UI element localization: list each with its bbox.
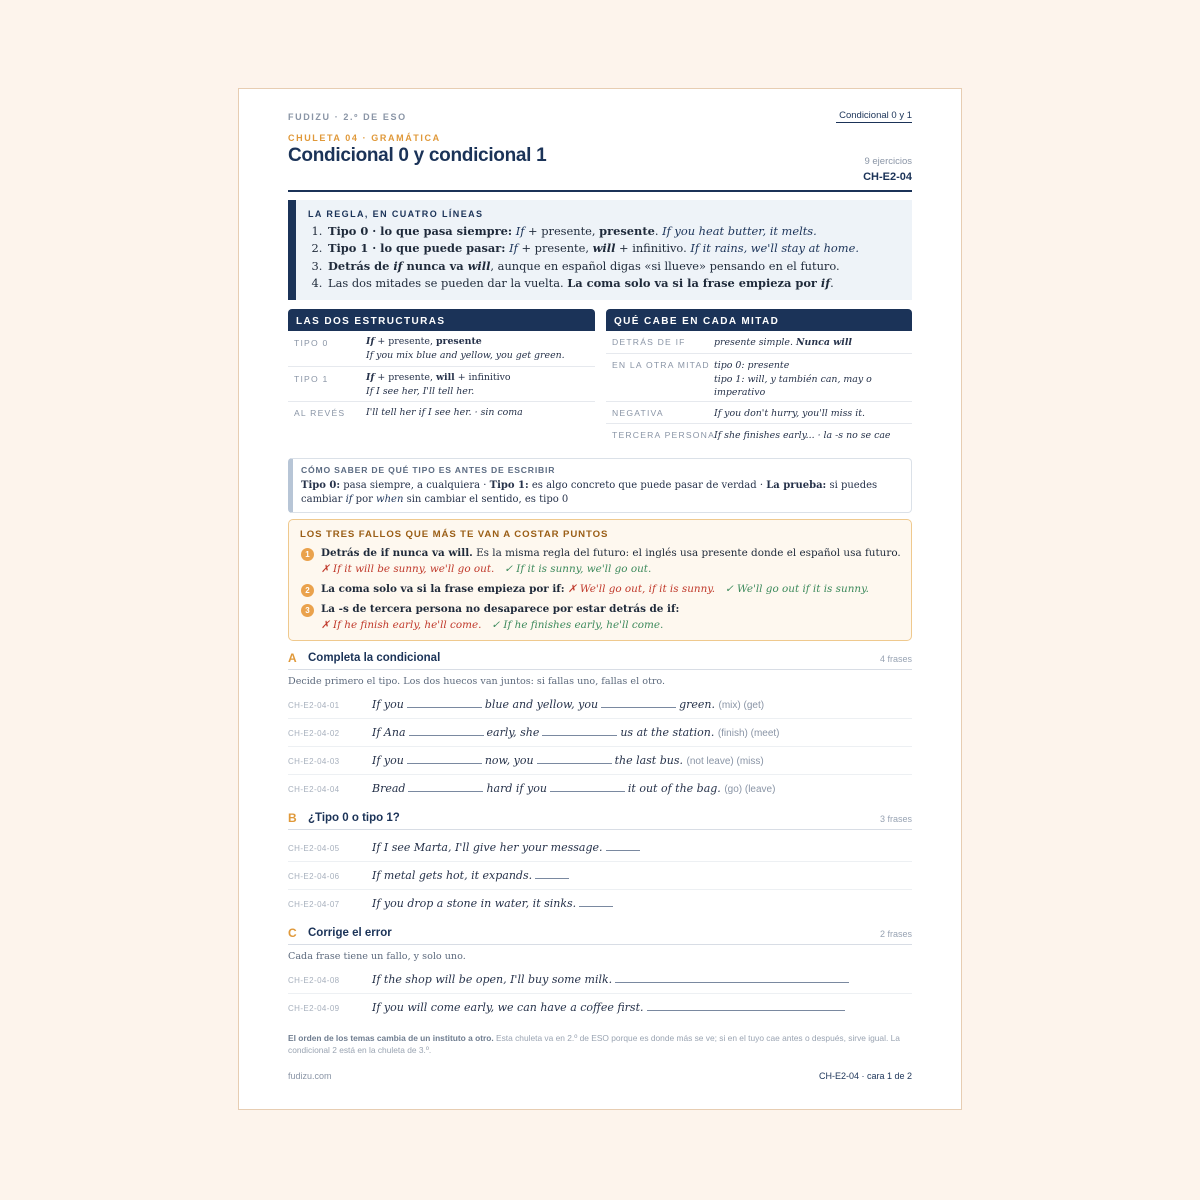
errors-box [288, 519, 912, 641]
footer-site[interactable]: fudizu.com [288, 1071, 332, 1081]
answer-blank[interactable] [601, 706, 676, 708]
exercise-id: CH-E2-04-03 [288, 757, 340, 766]
brand-label: FUDIZU · 2.º DE ESO [288, 112, 407, 122]
topic-short: Condicional 0 y 1 [839, 110, 912, 121]
rule-item: 2. Tipo 1 · lo que puede pasar: If + presente, will + infinitivo. If it rains, we'll stay at home. [326, 240, 912, 257]
section-title: Corrige el error [308, 927, 392, 939]
section-title: ¿Tipo 0 o tipo 1? [308, 812, 400, 824]
exercise-count: 9 ejercicios [864, 156, 912, 167]
answer-blank[interactable] [647, 1009, 845, 1011]
structure-row: TIPO 0 If + presente, presente If you mix blue and yellow, you get green. [288, 331, 595, 367]
rule-item: 4. Las dos mitades se pueden dar la vuelta. La coma solo va si la frase empieza por if. [326, 275, 912, 292]
fits-header: QUÉ CABE EN CADA MITAD [606, 309, 912, 331]
answer-blank[interactable] [407, 762, 482, 764]
structure-row: TIPO 1 If + presente, will + infinitivo If I see her, I'll tell her. [288, 367, 595, 402]
exercise-sentence: If you now, you the last bus. (not leave) (miss) [372, 754, 764, 767]
fit-row: DETRÁS DE IF presente simple. Nunca will [606, 331, 912, 354]
row-divider [288, 861, 912, 862]
error-item: La coma solo va si la frase empieza por if: ✗ We'll go out, if it is sunny. ✓ We'll go out if it is sunny. [321, 583, 869, 595]
error-number: 1 [301, 548, 314, 561]
exercise-id: CH-E2-04-01 [288, 701, 340, 710]
rule-item: 1. Tipo 0 · lo que pasa siempre: If + presente, presente. If you heat butter, it melts. [326, 223, 912, 240]
error-number: 3 [301, 604, 314, 617]
exercise-sentence: If you blue and yellow, you green. (mix) (get) [372, 698, 765, 711]
exercise-id: CH-E2-04-07 [288, 900, 340, 909]
section-count: 2 frases [879, 929, 912, 939]
section-letter: C [288, 926, 297, 940]
sheet-code: CH-E2-04 [863, 171, 912, 183]
row-divider [288, 774, 912, 775]
exercise-sentence: Bread hard if you it out of the bag. (go) (leave) [372, 782, 776, 795]
exercise-id: CH-E2-04-02 [288, 729, 340, 738]
fit-row: NEGATIVA If you don't hurry, you'll miss it. [606, 402, 912, 424]
exercise-id: CH-E2-04-05 [288, 844, 340, 853]
answer-blank[interactable] [408, 790, 483, 792]
row-divider [288, 889, 912, 890]
error-number: 2 [301, 584, 314, 597]
rule-title: LA REGLA, EN CUATRO LÍNEAS [308, 209, 484, 219]
answer-blank[interactable] [579, 905, 613, 907]
answer-blank[interactable] [606, 849, 640, 851]
section-title: Completa la condicional [308, 652, 441, 664]
section-divider [288, 829, 912, 830]
answer-blank[interactable] [409, 734, 484, 736]
section-letter: B [288, 811, 297, 825]
section-instruction: Cada frase tiene un fallo, y solo uno. [288, 951, 466, 962]
error-item: La -s de tercera persona no desaparece por estar detrás de if: [321, 603, 680, 615]
structure-row: AL REVÉS I'll tell her if I see her. · sin coma [294, 407, 523, 418]
section-divider [288, 669, 912, 670]
exercise-sentence: If you drop a stone in water, it sinks. [372, 897, 616, 910]
answer-blank[interactable] [537, 762, 612, 764]
exercise-sentence: If I see Marta, I'll give her your message. [372, 841, 643, 854]
tip-text: Tipo 0: pasa siempre, a cualquiera · Tipo 1: es algo concreto que puede pasar de verdad · La prueba: si puedes cambiar if por when sin cambiar el sentido, es tipo 0 [301, 480, 878, 505]
rule-box [288, 200, 912, 300]
exercise-id: CH-E2-04-08 [288, 976, 340, 985]
section-count: 4 frases [879, 654, 912, 664]
footer-page: CH-E2-04 · cara 1 de 2 [818, 1071, 912, 1081]
row-divider [288, 993, 912, 994]
exercise-sentence: If Ana early, she us at the station. (finish) (meet) [372, 726, 780, 739]
footnote: El orden de los temas cambia de un instituto a otro. Esta chuleta va en 2.º de ESO porque es donde más se ve; si en el tuyo cae antes o después, sirve igual. La condicional 2 está en la chuleta de 3.º. [288, 1033, 900, 1055]
answer-blank[interactable] [615, 981, 849, 983]
error-item: Detrás de if nunca va will. Es la misma regla del futuro: el inglés usa presente donde el español usa futuro. [321, 547, 901, 559]
answer-blank[interactable] [550, 790, 625, 792]
exercise-id: CH-E2-04-06 [288, 872, 340, 881]
error-examples: ✗ If it will be sunny, we'll go out. ✓ If it is sunny, we'll go out. [321, 563, 652, 575]
header-rule [288, 190, 912, 192]
exercise-sentence: If the shop will be open, I'll buy some milk. [372, 973, 852, 986]
rule-list [308, 223, 912, 293]
row-divider [288, 746, 912, 747]
answer-blank[interactable] [407, 706, 482, 708]
section-divider [288, 944, 912, 945]
kicker: CHULETA 04 · GRAMÁTICA [288, 133, 441, 143]
errors-title: LOS TRES FALLOS QUE MÁS TE VAN A COSTAR PUNTOS [300, 529, 609, 540]
structures-header: LAS DOS ESTRUCTURAS [288, 309, 595, 331]
rule-item: 3. Detrás de if nunca va will, aunque en español digas «si llueve» pensando en el futuro. [326, 258, 912, 275]
row-divider [288, 718, 912, 719]
exercise-sentence: If metal gets hot, it expands. [372, 869, 572, 882]
section-instruction: Decide primero el tipo. Los dos huecos van juntos: si fallas uno, fallas el otro. [288, 676, 666, 687]
exercise-id: CH-E2-04-09 [288, 1004, 340, 1013]
topic-underline [836, 122, 912, 123]
answer-blank[interactable] [535, 877, 569, 879]
section-letter: A [288, 651, 297, 665]
section-count: 3 frases [879, 814, 912, 824]
fit-row: TERCERA PERSONA If she finishes early... · la -s no se cae [612, 430, 891, 441]
tip-box [288, 458, 912, 513]
fit-row: EN LA OTRA MITAD tipo 0: presente tipo 1: will, y también can, may o imperativo [606, 354, 912, 402]
exercise-id: CH-E2-04-04 [288, 785, 340, 794]
answer-blank[interactable] [542, 734, 617, 736]
page-title: Condicional 0 y condicional 1 [288, 145, 547, 166]
worksheet-page [238, 88, 962, 1110]
tip-title: CÓMO SABER DE QUÉ TIPO ES ANTES DE ESCRIBIR [301, 465, 556, 475]
exercise-sentence: If you will come early, we can have a coffee first. [372, 1001, 848, 1014]
error-examples: ✗ If he finish early, he'll come. ✓ If he finishes early, he'll come. [321, 619, 664, 631]
